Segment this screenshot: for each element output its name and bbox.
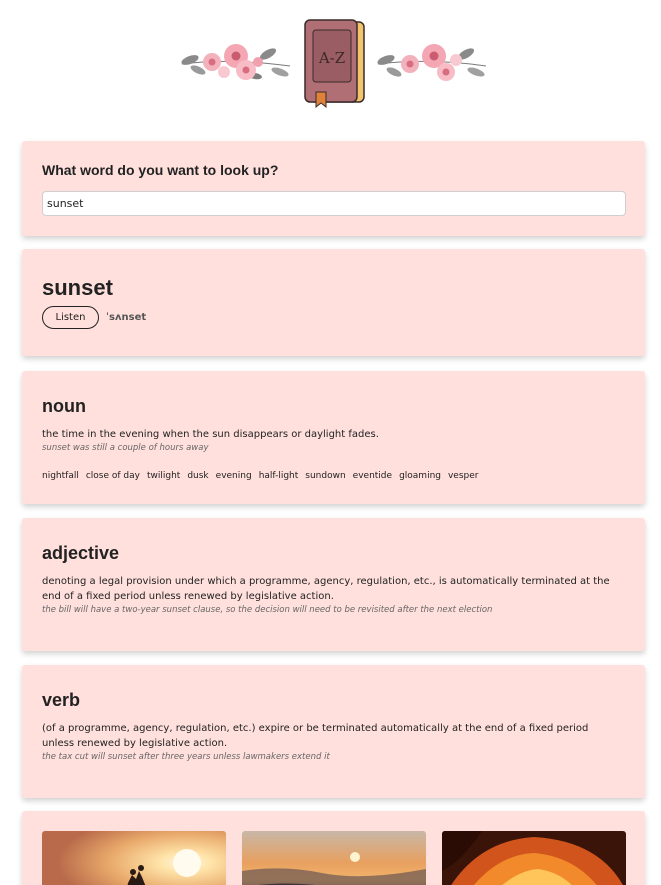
dictionary-book-icon — [305, 20, 364, 107]
definition: the time in the evening when the sun disappears or daylight fades. — [42, 429, 379, 440]
part-of-speech: noun — [42, 396, 86, 416]
definition: (of a programme, agency, regulation, etc.) expire or be terminated automatically at the end of a fixed period unless renewed by legislative action. — [42, 723, 589, 749]
synonym-item[interactable]: sundown — [305, 471, 346, 481]
left-floral-icon — [180, 44, 290, 80]
header-logo — [0, 0, 661, 120]
meaning-card-noun — [22, 371, 645, 504]
example-sentence: the tax cut will sunset after three years unless lawmakers extend it — [42, 752, 330, 762]
synonym-item[interactable]: close of day — [85, 471, 140, 481]
search-question: What word do you want to look up? — [42, 162, 279, 178]
right-floral-icon — [376, 44, 486, 81]
images-card — [22, 811, 645, 885]
sunset-image-2[interactable] — [242, 831, 426, 885]
part-of-speech: adjective — [42, 543, 120, 563]
synonym-item[interactable]: vesper — [447, 471, 479, 481]
synonym-item[interactable]: dusk — [187, 471, 209, 481]
svg-text:A-Z: A-Z — [318, 49, 346, 67]
synonym-item[interactable]: gloaming — [399, 471, 441, 481]
example-sentence: the bill will have a two-year sunset clause, so the decision will need to be revisited after the next election — [42, 605, 493, 615]
word-card — [22, 249, 645, 356]
synonym-item[interactable]: eventide — [352, 471, 393, 481]
sunset-image-1[interactable] — [42, 831, 226, 885]
synonym-item[interactable]: evening — [215, 471, 252, 481]
listen-button[interactable]: Listen — [42, 306, 99, 329]
synonym-list — [42, 471, 479, 481]
meaning-card-adjective — [22, 518, 645, 651]
search-card — [22, 141, 645, 236]
app-header — [0, 0, 661, 120]
part-of-speech: verb — [42, 690, 81, 710]
synonym-item[interactable]: half-light — [258, 471, 299, 481]
definition: denoting a legal provision under which a programme, agency, regulation, etc., is automatically terminated at the end of a fixed period unless renewed by legislative action. — [42, 576, 610, 602]
synonym-item[interactable]: twilight — [146, 471, 181, 481]
synonym-item[interactable]: nightfall — [42, 471, 79, 481]
example-sentence: sunset was still a couple of hours away — [42, 443, 209, 453]
word-title: sunset — [42, 275, 113, 300]
sunset-image-3[interactable] — [442, 831, 626, 885]
meaning-card-verb — [22, 665, 645, 798]
search-input[interactable] — [42, 191, 626, 216]
phonetic-text: ˈsʌnset — [106, 312, 147, 323]
